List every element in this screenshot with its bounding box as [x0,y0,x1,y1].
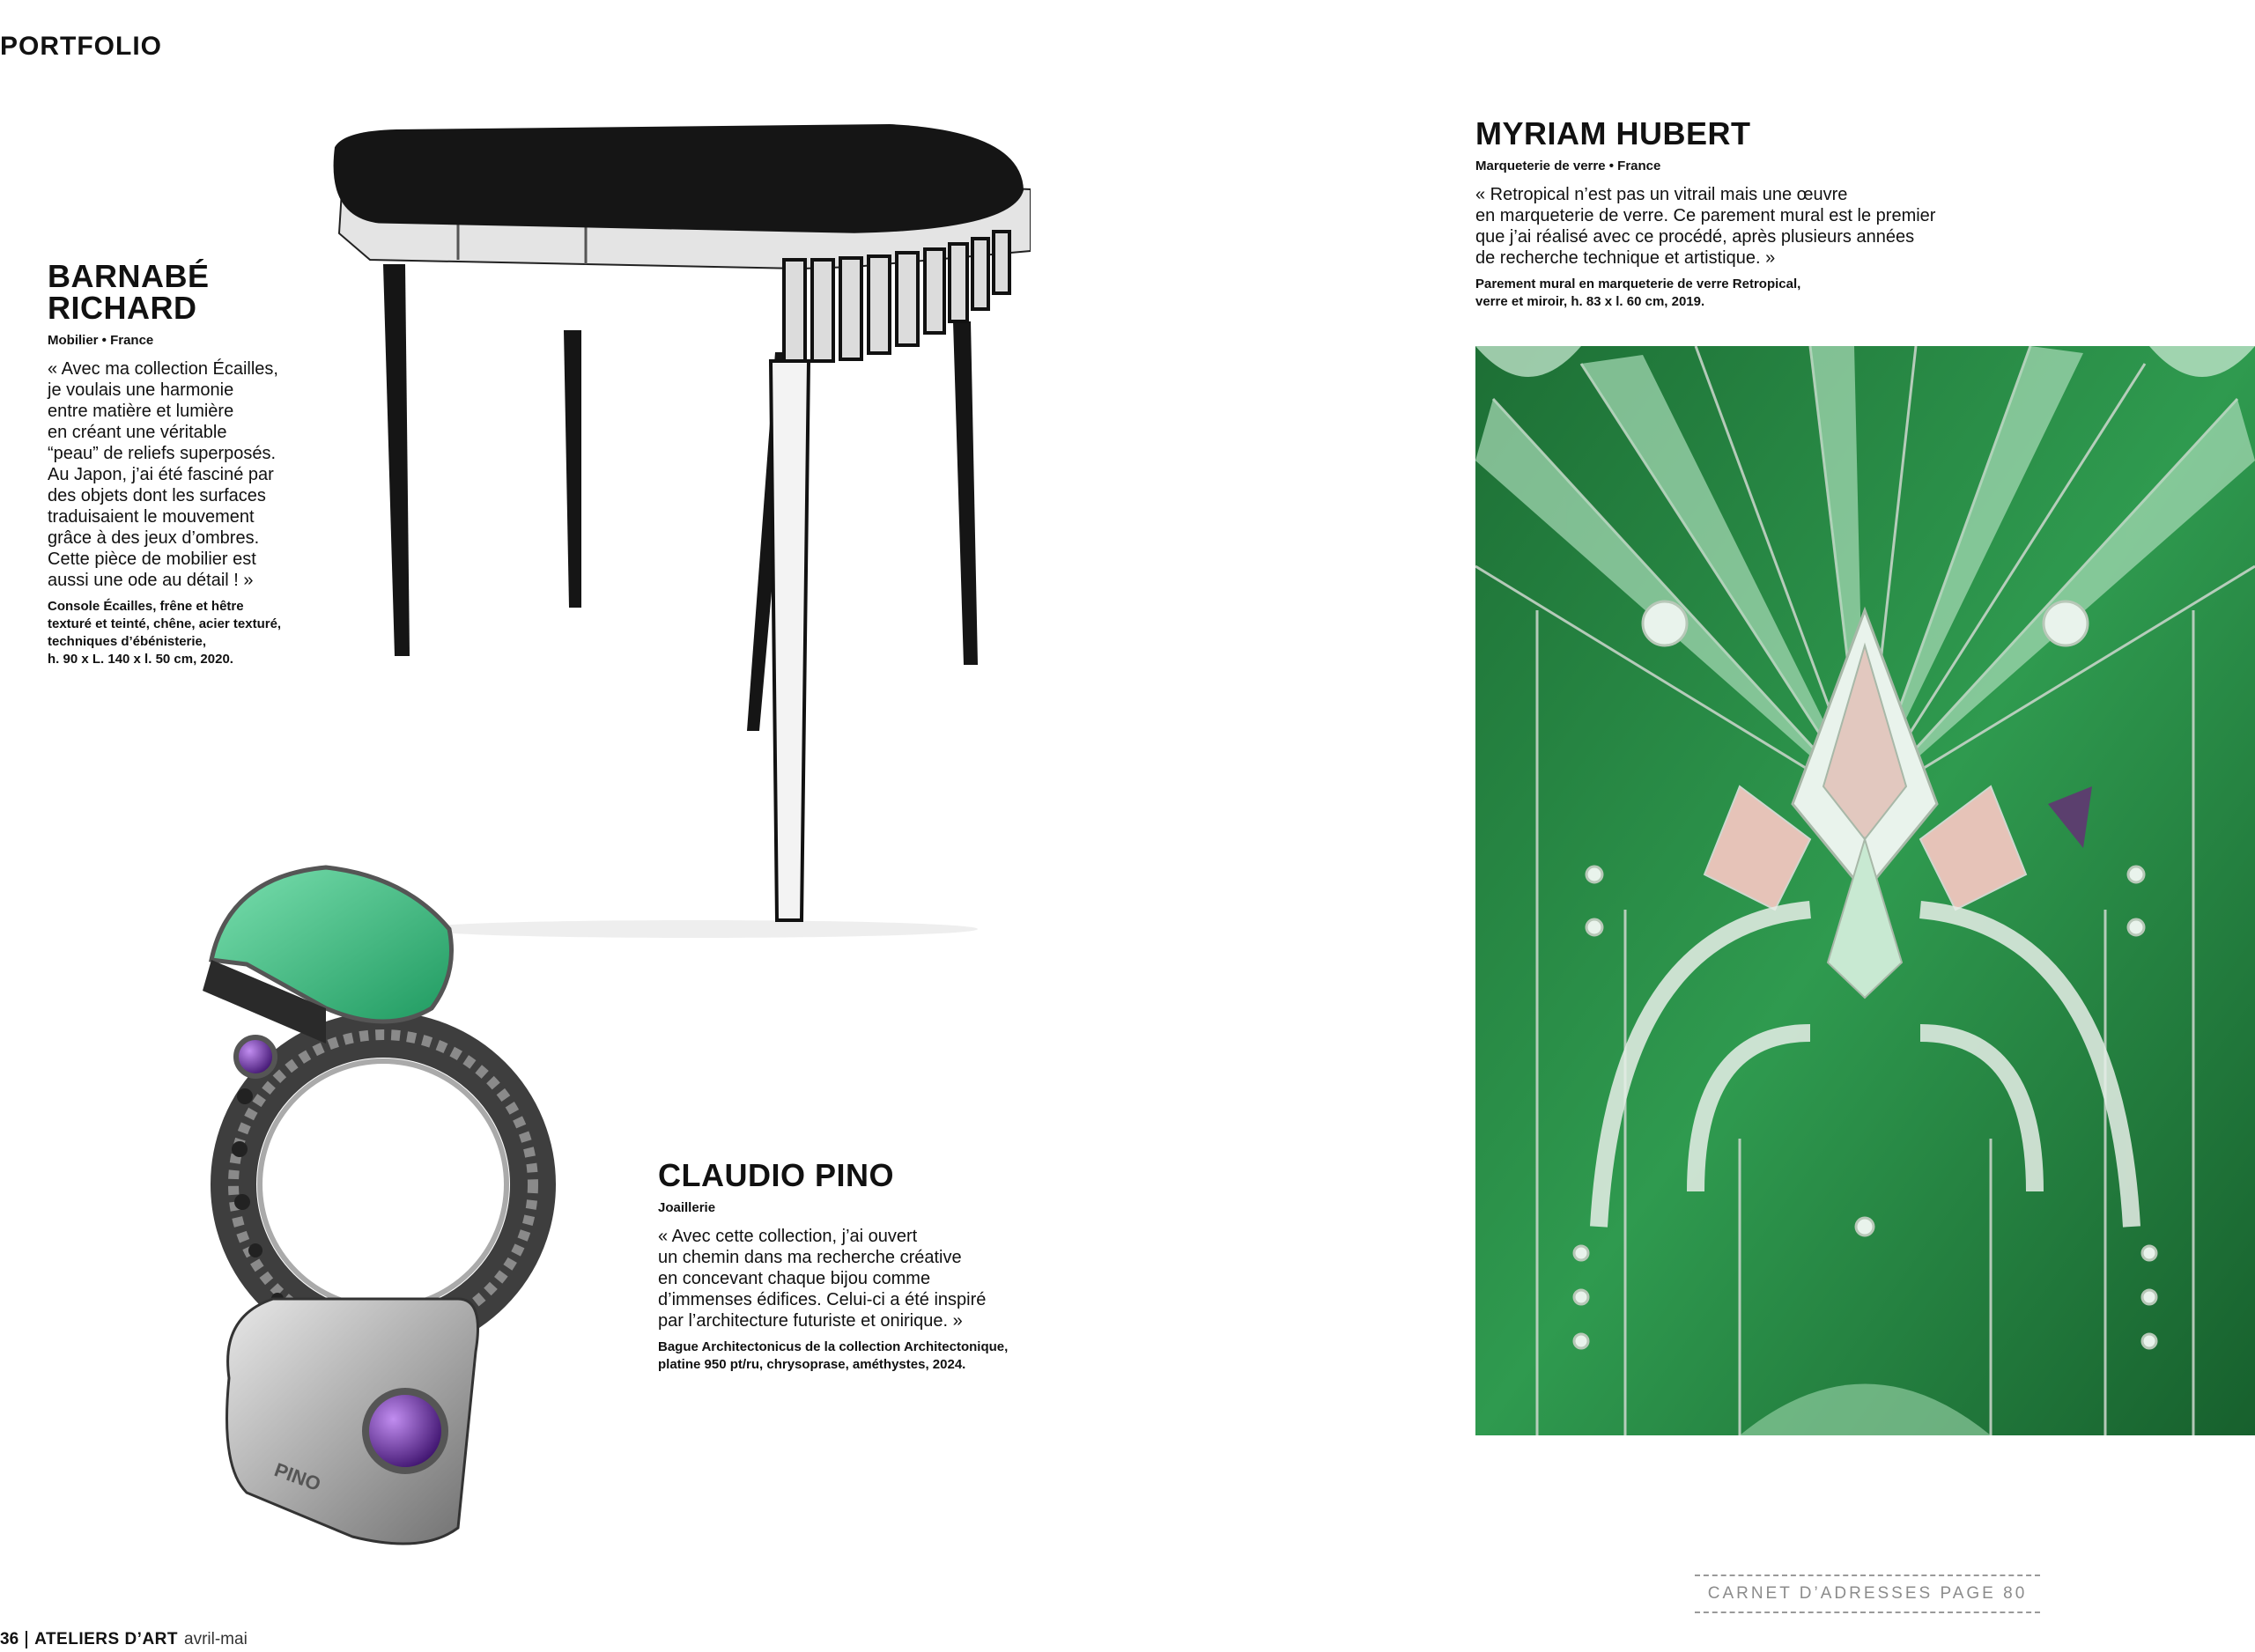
artist-quote: « Avec cette collection, j’ai ouvert un chemin dans ma recherche créative en concevant chaque bijou comme d’immenses édifices. Celui-ci a été inspiré par l’architecture futuriste et onirique. » [658,1227,987,1331]
artwork-caption: Parement mural en marqueterie de verre Retropical, verre et miroir, h. 83 x l. 60 cm, 2019. [1475,277,1801,309]
artist-name: MYRIAM HUBERT [1475,115,1751,151]
artist-name: CLAUDIO PINO [658,1157,895,1193]
artist-category: Marqueterie de verre • France [1475,159,1661,173]
ring-engraving: PINO [271,1458,324,1496]
console-table-image [326,119,1031,942]
magazine-title: ATELIERS D’ART [34,1630,179,1648]
artist-quote: « Retropical n’est pas un vitrail mais une œuvre en marqueterie de verre. Ce parement mural est le premier que j’ai réalisé avec ce procédé, après plusieurs années de recherche technique et artistique. » [1475,185,1936,268]
footer-divider [26,1631,27,1648]
artist-category: Joaillerie [658,1200,716,1215]
artist-block-barnabe [48,258,329,668]
address-book-reference: CARNET D’ADRESSES PAGE 80 [1695,1575,2040,1613]
page-footer [0,1630,248,1649]
ring-image [194,859,643,1572]
stained-glass-image [1475,346,2255,1435]
artist-block-claudio [658,1157,1151,1374]
page-number: 36 [0,1630,19,1648]
artist-category: Mobilier • France [48,333,154,348]
artwork-caption: Console Écailles, frêne et hêtre texturé et teinté, chêne, acier texturé, techniques d’ébénisterie, h. 90 x L. 140 x l. 50 cm, 2020. [48,599,282,667]
issue-label: avril-mai [184,1630,248,1648]
artwork-caption: Bague Architectonicus de la collection Architectonique, platine 950 pt/ru, chrysoprase, améthystes, 2024. [658,1339,1009,1372]
section-label: PORTFOLIO [0,32,162,61]
artist-name: BARNABÉ RICHARD [48,258,210,326]
artist-block-myriam [1475,115,2004,311]
artist-quote: « Avec ma collection Écailles, je voulais une harmonie entre matière et lumière en créant une véritable “peau” de reliefs superposés. Au Japon, j’ai été fasciné par des objets dont les surfaces traduisaient le mouvement grâce à des jeux d’ombres. Cette pièce de mobilier est aussi une ode au détail ! » [48,359,278,590]
